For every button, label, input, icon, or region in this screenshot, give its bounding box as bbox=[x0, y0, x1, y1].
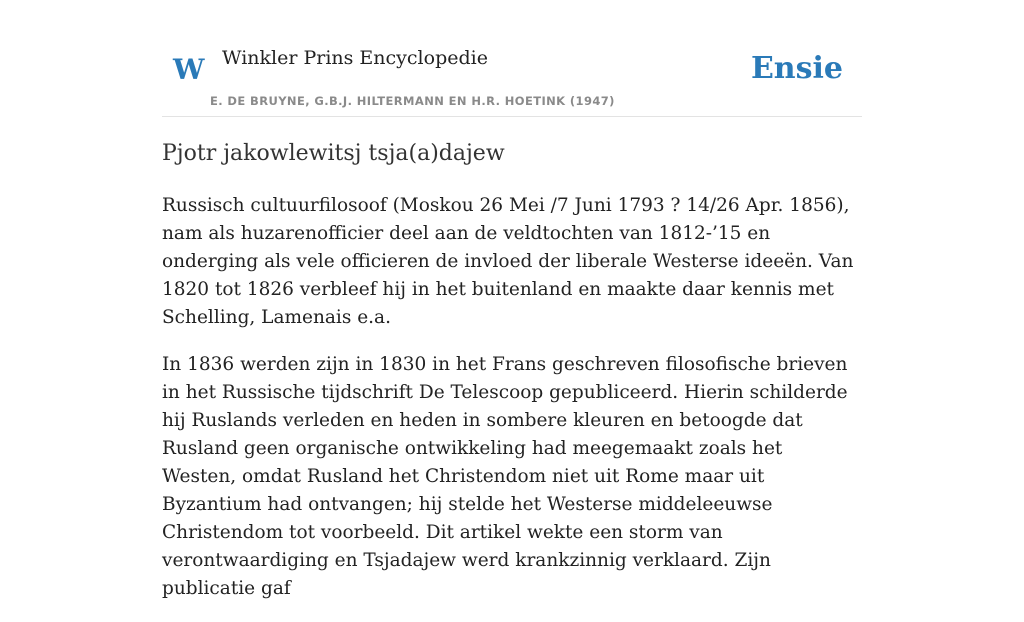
article-body bbox=[162, 192, 862, 622]
article-paragraph-2: In 1836 werden zijn in 1830 in het Frans geschreven filosofische brieven in het Russische tijdschrift De Telescoop gepubliceerd. Hierin schilderde hij Ruslands verleden en heden in sombere kleuren en betoogde dat Rusland geen organische ontwikkeling had meegemaakt zoals het Westen, omdat Rusland het Christendom niet uit Rome maar uit Byzantium had ontvangen; hij stelde het Westerse middeleeuwse Christendom tot voorbeeld. Dit artikel wekte een storm van verontwaardiging en Tsjadajew werd krankzinnig verklaard. Zijn publicatie gaf bbox=[162, 354, 848, 599]
article-paragraph-1: Russisch cultuurfilosoof (Moskou 26 Mei /7 Juni 1793 ? 14/26 Apr. 1856), nam als huzarenofficier deel aan de veldtochten van 1812-’15 en onderging als vele officieren de invloed der liberale Westerse ideeën. Van 1820 tot 1826 verbleef hij in het buitenland en maakte daar kennis met Schelling, Lamenais e.a. bbox=[162, 195, 854, 328]
article-title: Pjotr jakowlewitsj tsja(a)dajew bbox=[162, 141, 505, 166]
site-header bbox=[162, 0, 862, 117]
publication-title[interactable]: Winkler Prins Encyclopedie bbox=[222, 47, 488, 69]
publication-authors: E. DE BRUYNE, G.B.J. HILTERMANN EN H.R. HOETINK (1947) bbox=[210, 94, 615, 108]
brand-logo[interactable]: Ensie bbox=[750, 51, 843, 86]
publication-logo[interactable]: W bbox=[173, 53, 205, 86]
